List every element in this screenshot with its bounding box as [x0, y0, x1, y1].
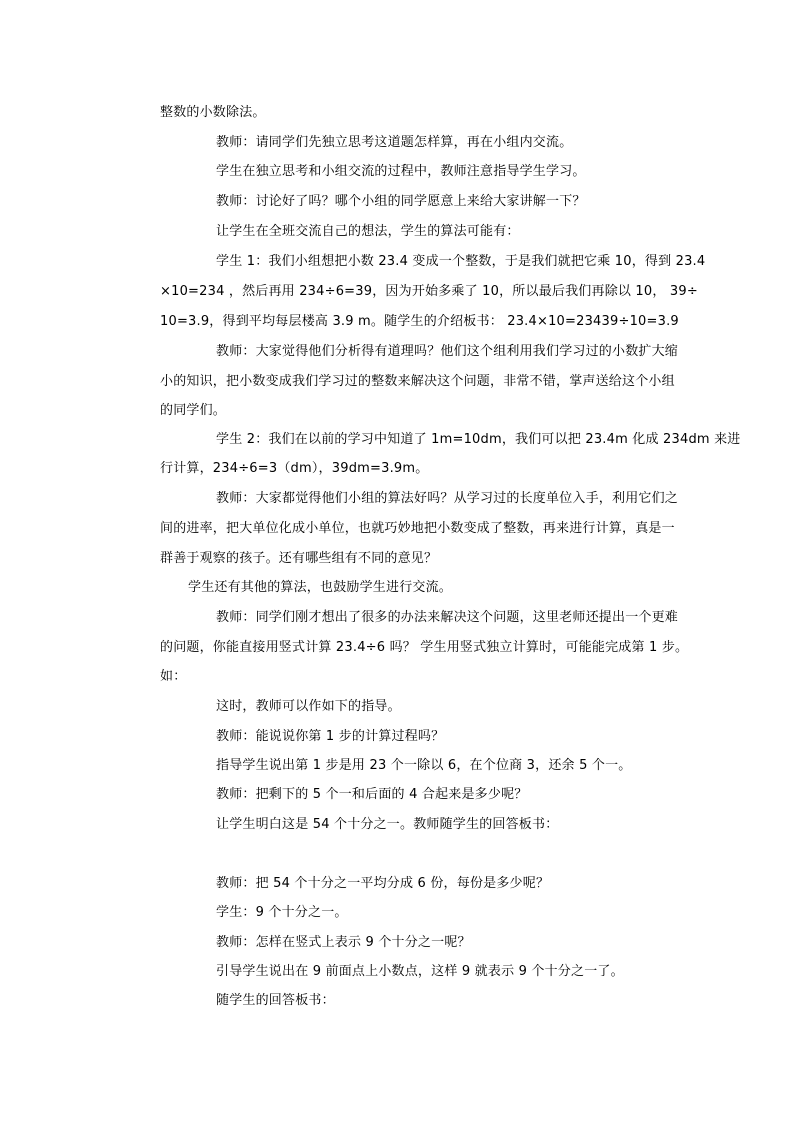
text-line: 学生 1：我们小组想把小数 23.4 变成一个整数，于是我们就把它乘 10，得到 23.4	[216, 254, 706, 269]
text-line: 指导学生说出第 1 步是用 23 个一除以 6，在个位商 3，还余 5 个一。	[216, 758, 632, 773]
text-line: 教师：大家都觉得他们小组的算法好吗？从学习过的长度单位入手，利用它们之	[216, 491, 679, 506]
text-line: 让学生在全班交流自己的想法，学生的算法可能有：	[216, 224, 520, 239]
text-line: 学生还有其他的算法，也鼓励学生进行交流。	[188, 580, 453, 595]
text-line: 小的知识，把小数变成我们学习过的整数来解决这个问题，非常不错，掌声送给这个小组	[160, 374, 675, 389]
text-line: 这时，教师可以作如下的指导。	[216, 699, 401, 714]
text-line: 教师：同学们刚才想出了很多的办法来解决这个问题，这里老师还提出一个更难	[216, 610, 679, 625]
text-line: 教师：把 54 个十分之一平均分成 6 份，每份是多少呢？	[216, 876, 550, 891]
text-line: 让学生明白这是 54 个十分之一。教师随学生的回答板书：	[216, 817, 559, 832]
text-line: 教师：把剩下的 5 个一和后面的 4 合起来是多少呢？	[216, 787, 528, 802]
text-line: 10=3.9，得到平均每层楼高 3.9 m。随学生的介绍板书： 23.4×10=23439÷10=3.9	[160, 314, 679, 329]
text-line: ×10=234 ，然后再用 234÷6=39，因为开始多乘了 10，所以最后我们再除以 10， 39÷	[160, 284, 698, 299]
text-line: 行计算，234÷6=3（dm），39dm=3.9m。	[160, 461, 429, 476]
text-line: 学生在独立思考和小组交流的过程中，教师注意指导学生学习。	[216, 164, 586, 179]
text-line: 群善于观察的孩子。还有哪些组有不同的意见？	[160, 551, 438, 566]
text-line: 教师：讨论好了吗？哪个小组的同学愿意上来给大家讲解一下？	[216, 194, 586, 209]
text-line: 引导学生说出在 9 前面点上小数点，这样 9 就表示 9 个十分之一了。	[216, 964, 624, 979]
text-line: 整数的小数除法。	[160, 105, 266, 120]
text-line: 教师：怎样在竖式上表示 9 个十分之一呢？	[216, 935, 471, 950]
text-line: 学生：9 个十分之一。	[216, 905, 348, 920]
text-line: 教师：请同学们先独立思考这道题怎样算，再在小组内交流。	[216, 135, 573, 150]
text-line: 教师：能说说你第 1 步的计算过程吗？	[216, 729, 445, 744]
text-line: 学生 2：我们在以前的学习中知道了 1m=10dm，我们可以把 23.4m 化成 234dm 来进	[216, 432, 741, 447]
text-line: 间的进率，把大单位化成小单位，也就巧妙地把小数变成了整数，再来进行计算，真是一	[160, 521, 675, 536]
text-line: 的问题，你能直接用竖式计算 23.4÷6 吗？ 学生用竖式独立计算时，可能能完成第 1 步。	[160, 640, 689, 655]
text-line: 随学生的回答板书：	[216, 993, 335, 1008]
text-line: 的同学们。	[160, 403, 227, 418]
text-line: 教师：大家觉得他们分析得有道理吗？他们这个组利用我们学习过的小数扩大缩	[216, 344, 679, 359]
text-line: 如：	[160, 669, 187, 684]
